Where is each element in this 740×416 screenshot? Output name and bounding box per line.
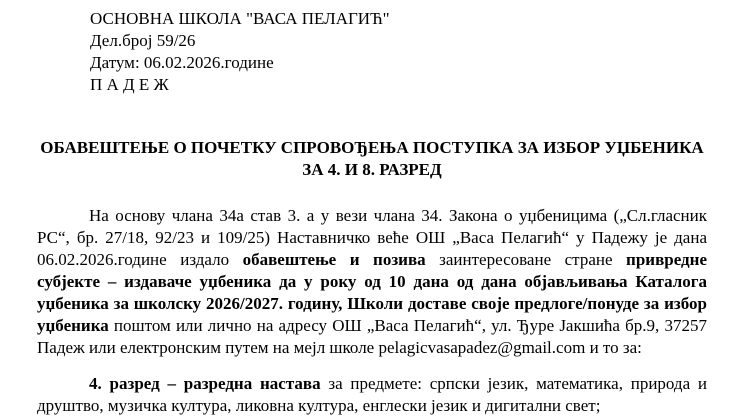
document-title-line1: ОБАВЕШТЕЊЕ О ПОЧЕТКУ СПРОВОЂЕЊА ПОСТУПКА ЗА ИЗБОР УЏБЕНИКА <box>40 138 704 157</box>
text-run: заинтересоване стране <box>425 250 627 269</box>
document-title <box>37 137 707 181</box>
document-header <box>90 0 740 96</box>
text-run: за предмете: српски језик, математика, природа и друштво, музичка култура, ликовна култура, енглески језик и дигитални свет; <box>37 374 708 415</box>
place-name: П А Д Е Ж <box>90 75 169 94</box>
text-run: привредне субјекте – издаваче уџбеника да у року од 10 дана од дана објављивања Каталога уџбеника за школску 2026/2027. годину, Школи доставе своје предлоге/понуде за избор уџбеника <box>37 250 707 335</box>
text-run: и то за: <box>585 338 642 357</box>
school-name: ОСНОВНА ШКОЛА "ВАСА ПЕЛАГИЋ" <box>90 9 390 28</box>
protocol-number: Дел.број 59/26 <box>90 31 196 50</box>
text-run: обавештење и позива <box>242 250 426 269</box>
school-email: pelagicvasapadez@gmail.com <box>378 338 586 357</box>
text-run: поштом или лично на адресу ОШ „Васа Пелагић“, ул. Ђуре Јакшића бр.9, 37257 Падеж или електронским путем на мејл школе <box>37 316 707 357</box>
text-run: На основу члана 34а став 3. а у вези члана 34. Закона о уџбеницима („Сл.гласник РС“, бр. 27/18, 92/23 и 109/25) Наставничко веће ОШ „Васа Пелагић“ у Падежу је дана 06.02.2026.године издало <box>37 206 707 269</box>
grade-4-label: 4. разред – разредна настава <box>89 374 321 393</box>
paragraph-grade-4 <box>37 373 707 416</box>
paragraph-notice-body <box>37 205 707 359</box>
document-title-line2: ЗА 4. И 8. РАЗРЕД <box>302 160 442 179</box>
document-date: Датум: 06.02.2026.године <box>90 53 274 72</box>
